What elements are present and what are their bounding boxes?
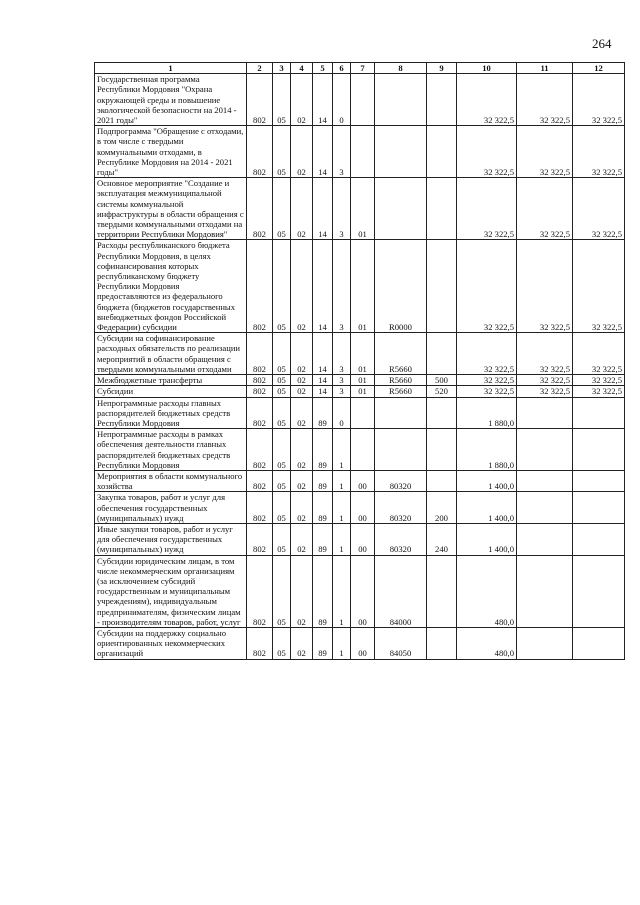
row-value-cell xyxy=(573,492,625,524)
row-value-cell: 802 xyxy=(247,386,273,397)
row-value-cell xyxy=(517,492,573,524)
table-row xyxy=(95,429,625,471)
row-value-cell: 1 xyxy=(333,555,351,627)
table-row xyxy=(95,386,625,397)
row-value-cell xyxy=(351,429,375,471)
row-value-cell: 32 322,5 xyxy=(457,74,517,126)
row-value-cell: 05 xyxy=(273,178,291,240)
table-row xyxy=(95,333,625,375)
row-name-cell: Закупка товаров, работ и услуг для обеспечения государственных (муниципальных) нужд xyxy=(95,492,247,524)
row-value-cell: 0 xyxy=(333,397,351,429)
row-value-cell: R5660 xyxy=(375,375,427,386)
row-value-cell: 80320 xyxy=(375,470,427,491)
row-value-cell: 14 xyxy=(313,375,333,386)
row-value-cell xyxy=(427,429,457,471)
row-value-cell: 89 xyxy=(313,523,333,555)
row-value-cell: 32 322,5 xyxy=(457,386,517,397)
row-value-cell: 1 xyxy=(333,492,351,524)
row-value-cell: 200 xyxy=(427,492,457,524)
row-value-cell: 802 xyxy=(247,397,273,429)
row-value-cell: 00 xyxy=(351,470,375,491)
row-value-cell xyxy=(517,470,573,491)
row-value-cell xyxy=(375,429,427,471)
table-row xyxy=(95,240,625,333)
row-value-cell: 802 xyxy=(247,492,273,524)
row-value-cell: 802 xyxy=(247,523,273,555)
row-value-cell: 802 xyxy=(247,178,273,240)
row-value-cell: 802 xyxy=(247,126,273,178)
row-value-cell xyxy=(375,397,427,429)
row-value-cell: 89 xyxy=(313,492,333,524)
row-value-cell: 84050 xyxy=(375,627,427,659)
page-number: 264 xyxy=(592,36,612,51)
row-value-cell: 05 xyxy=(273,627,291,659)
row-value-cell xyxy=(573,429,625,471)
row-value-cell: 01 xyxy=(351,178,375,240)
row-value-cell xyxy=(573,555,625,627)
col-header: 8 xyxy=(375,63,427,74)
row-name-cell: Мероприятия в области коммунального хозяйства xyxy=(95,470,247,491)
row-value-cell: 89 xyxy=(313,429,333,471)
row-value-cell: 1 880,0 xyxy=(457,397,517,429)
row-value-cell xyxy=(427,178,457,240)
row-value-cell: 05 xyxy=(273,74,291,126)
table-row xyxy=(95,397,625,429)
row-value-cell: 00 xyxy=(351,555,375,627)
row-name-cell: Субсидии на поддержку социально ориентированных некоммерческих организаций xyxy=(95,627,247,659)
row-value-cell xyxy=(573,397,625,429)
col-header: 7 xyxy=(351,63,375,74)
col-header: 2 xyxy=(247,63,273,74)
row-value-cell: 1 400,0 xyxy=(457,470,517,491)
row-value-cell: 89 xyxy=(313,397,333,429)
row-value-cell: 02 xyxy=(291,523,313,555)
row-value-cell: 02 xyxy=(291,397,313,429)
row-value-cell: 02 xyxy=(291,492,313,524)
row-value-cell: 1 xyxy=(333,627,351,659)
table-row xyxy=(95,126,625,178)
row-value-cell xyxy=(517,397,573,429)
row-value-cell: 802 xyxy=(247,375,273,386)
row-value-cell: 80320 xyxy=(375,523,427,555)
table-row xyxy=(95,375,625,386)
row-value-cell: 0 xyxy=(333,74,351,126)
row-name-cell: Непрограммные расходы в рамках обеспечения деятельности главных распорядителей бюджетных средств Республики Мордовия xyxy=(95,429,247,471)
row-value-cell xyxy=(375,126,427,178)
row-name-cell: Иные закупки товаров, работ и услуг для обеспечения государственных (муниципальных) нужд xyxy=(95,523,247,555)
col-header: 6 xyxy=(333,63,351,74)
col-header: 4 xyxy=(291,63,313,74)
col-header: 11 xyxy=(517,63,573,74)
row-value-cell xyxy=(517,555,573,627)
row-value-cell: R0000 xyxy=(375,240,427,333)
row-value-cell: 32 322,5 xyxy=(573,240,625,333)
row-name-cell: Субсидии юридическим лицам, в том числе некоммерческим организациям (за исключением субсидий государственным и муниципальным учреждениям), индивидуальным предпринимателям, физическим лицам - производителям товаров, работ, услуг xyxy=(95,555,247,627)
row-value-cell: 05 xyxy=(273,126,291,178)
row-value-cell: 32 322,5 xyxy=(573,333,625,375)
row-value-cell xyxy=(517,429,573,471)
row-value-cell: 89 xyxy=(313,627,333,659)
row-value-cell: 14 xyxy=(313,333,333,375)
row-value-cell: 32 322,5 xyxy=(573,375,625,386)
row-value-cell xyxy=(427,126,457,178)
row-value-cell: 00 xyxy=(351,627,375,659)
row-value-cell: 14 xyxy=(313,386,333,397)
row-value-cell: 32 322,5 xyxy=(517,333,573,375)
row-name-cell: Субсидии xyxy=(95,386,247,397)
row-name-cell: Расходы республиканского бюджета Республики Мордовия, в целях софинансирования которых республиканскому бюджету Республики Мордовия предоставляются из федерального бюджета (бюджетов государственных внебюджетных фондов Российской Федерации) субсидии xyxy=(95,240,247,333)
row-value-cell: 14 xyxy=(313,178,333,240)
row-value-cell xyxy=(573,470,625,491)
row-value-cell: 3 xyxy=(333,240,351,333)
row-value-cell xyxy=(427,627,457,659)
row-value-cell: 32 322,5 xyxy=(517,74,573,126)
row-value-cell xyxy=(427,333,457,375)
row-value-cell: 802 xyxy=(247,627,273,659)
row-value-cell: 05 xyxy=(273,397,291,429)
row-value-cell: 1 xyxy=(333,429,351,471)
row-value-cell: 1 400,0 xyxy=(457,492,517,524)
row-name-cell: Подпрограмма "Обращение с отходами, в том числе с твердыми коммунальными отходами, в Республике Мордовия на 2014 - 2021 годы" xyxy=(95,126,247,178)
row-value-cell: 32 322,5 xyxy=(457,375,517,386)
row-value-cell: 02 xyxy=(291,178,313,240)
row-value-cell: 02 xyxy=(291,126,313,178)
row-value-cell: 02 xyxy=(291,74,313,126)
row-value-cell: 02 xyxy=(291,627,313,659)
table-row xyxy=(95,627,625,659)
row-value-cell: 00 xyxy=(351,523,375,555)
row-name-cell: Субсидии на софинансирование расходных обязательств по реализации мероприятий в области обращения с твердыми коммунальными отходами xyxy=(95,333,247,375)
row-value-cell: 02 xyxy=(291,333,313,375)
row-value-cell: 3 xyxy=(333,375,351,386)
row-value-cell: 3 xyxy=(333,126,351,178)
row-value-cell xyxy=(427,240,457,333)
table-row xyxy=(95,523,625,555)
row-value-cell: 802 xyxy=(247,555,273,627)
col-header: 3 xyxy=(273,63,291,74)
row-value-cell: 32 322,5 xyxy=(573,74,625,126)
table-row xyxy=(95,555,625,627)
row-value-cell: R5660 xyxy=(375,333,427,375)
row-value-cell: 802 xyxy=(247,429,273,471)
row-value-cell: 240 xyxy=(427,523,457,555)
row-value-cell: 01 xyxy=(351,333,375,375)
row-value-cell: 480,0 xyxy=(457,627,517,659)
row-value-cell: 05 xyxy=(273,555,291,627)
row-name-cell: Межбюджетные трансферты xyxy=(95,375,247,386)
row-value-cell xyxy=(427,470,457,491)
row-value-cell: 89 xyxy=(313,470,333,491)
row-value-cell: 05 xyxy=(273,240,291,333)
row-value-cell: 02 xyxy=(291,386,313,397)
row-name-cell: Непрограммные расходы главных распорядителей бюджетных средств Республики Мордовия xyxy=(95,397,247,429)
row-value-cell: 802 xyxy=(247,470,273,491)
budget-table xyxy=(94,62,625,660)
col-header: 9 xyxy=(427,63,457,74)
row-value-cell: 02 xyxy=(291,240,313,333)
row-value-cell xyxy=(351,397,375,429)
row-value-cell: 89 xyxy=(313,555,333,627)
row-value-cell: 3 xyxy=(333,386,351,397)
row-value-cell: 32 322,5 xyxy=(517,178,573,240)
row-value-cell: 480,0 xyxy=(457,555,517,627)
col-header: 5 xyxy=(313,63,333,74)
row-value-cell: 14 xyxy=(313,126,333,178)
col-header: 12 xyxy=(573,63,625,74)
row-value-cell: 500 xyxy=(427,375,457,386)
row-value-cell: 00 xyxy=(351,492,375,524)
row-value-cell: 32 322,5 xyxy=(457,126,517,178)
row-value-cell xyxy=(517,523,573,555)
row-value-cell: 32 322,5 xyxy=(573,386,625,397)
row-value-cell: 802 xyxy=(247,333,273,375)
row-value-cell: 1 xyxy=(333,523,351,555)
row-value-cell xyxy=(573,627,625,659)
row-value-cell: 80320 xyxy=(375,492,427,524)
row-value-cell xyxy=(375,178,427,240)
row-value-cell: 01 xyxy=(351,240,375,333)
row-value-cell: 14 xyxy=(313,74,333,126)
row-value-cell xyxy=(427,74,457,126)
row-value-cell: 1 xyxy=(333,470,351,491)
row-value-cell: 3 xyxy=(333,333,351,375)
row-value-cell: 1 400,0 xyxy=(457,523,517,555)
row-value-cell: 14 xyxy=(313,240,333,333)
row-value-cell xyxy=(351,126,375,178)
row-value-cell: 02 xyxy=(291,429,313,471)
row-value-cell: 01 xyxy=(351,375,375,386)
row-value-cell: 02 xyxy=(291,555,313,627)
header-row xyxy=(95,63,625,74)
row-value-cell: 32 322,5 xyxy=(457,178,517,240)
row-value-cell: 520 xyxy=(427,386,457,397)
row-value-cell: 32 322,5 xyxy=(573,126,625,178)
row-value-cell xyxy=(573,523,625,555)
row-value-cell: 84000 xyxy=(375,555,427,627)
table-row xyxy=(95,178,625,240)
row-value-cell: 05 xyxy=(273,375,291,386)
row-value-cell xyxy=(427,555,457,627)
row-value-cell: 32 322,5 xyxy=(517,375,573,386)
row-value-cell: 3 xyxy=(333,178,351,240)
row-value-cell: 05 xyxy=(273,523,291,555)
row-value-cell: 05 xyxy=(273,386,291,397)
row-value-cell: 01 xyxy=(351,386,375,397)
table-row xyxy=(95,470,625,491)
row-value-cell xyxy=(351,74,375,126)
col-header: 10 xyxy=(457,63,517,74)
row-value-cell: 32 322,5 xyxy=(517,126,573,178)
row-value-cell: 32 322,5 xyxy=(517,240,573,333)
row-value-cell: 802 xyxy=(247,74,273,126)
row-value-cell: 05 xyxy=(273,492,291,524)
row-value-cell: 32 322,5 xyxy=(457,240,517,333)
col-header: 1 xyxy=(95,63,247,74)
row-value-cell: R5660 xyxy=(375,386,427,397)
row-value-cell: 32 322,5 xyxy=(573,178,625,240)
row-value-cell: 1 880,0 xyxy=(457,429,517,471)
row-value-cell: 02 xyxy=(291,375,313,386)
row-value-cell: 05 xyxy=(273,333,291,375)
row-value-cell xyxy=(427,397,457,429)
row-value-cell xyxy=(375,74,427,126)
row-value-cell: 802 xyxy=(247,240,273,333)
row-value-cell: 05 xyxy=(273,470,291,491)
row-value-cell xyxy=(517,627,573,659)
row-value-cell: 32 322,5 xyxy=(517,386,573,397)
row-value-cell: 05 xyxy=(273,429,291,471)
row-name-cell: Основное мероприятие "Создание и эксплуатация межмуниципальной системы коммунальной инфраструктуры в области обращения с твердыми коммунальными отходами на территории Республики Мордовия" xyxy=(95,178,247,240)
row-value-cell: 32 322,5 xyxy=(457,333,517,375)
table-row xyxy=(95,74,625,126)
row-value-cell: 02 xyxy=(291,470,313,491)
table-row xyxy=(95,492,625,524)
row-name-cell: Государственная программа Республики Мордовия "Охрана окружающей среды и повышение экологической безопасности на 2014 - 2021 годы" xyxy=(95,74,247,126)
